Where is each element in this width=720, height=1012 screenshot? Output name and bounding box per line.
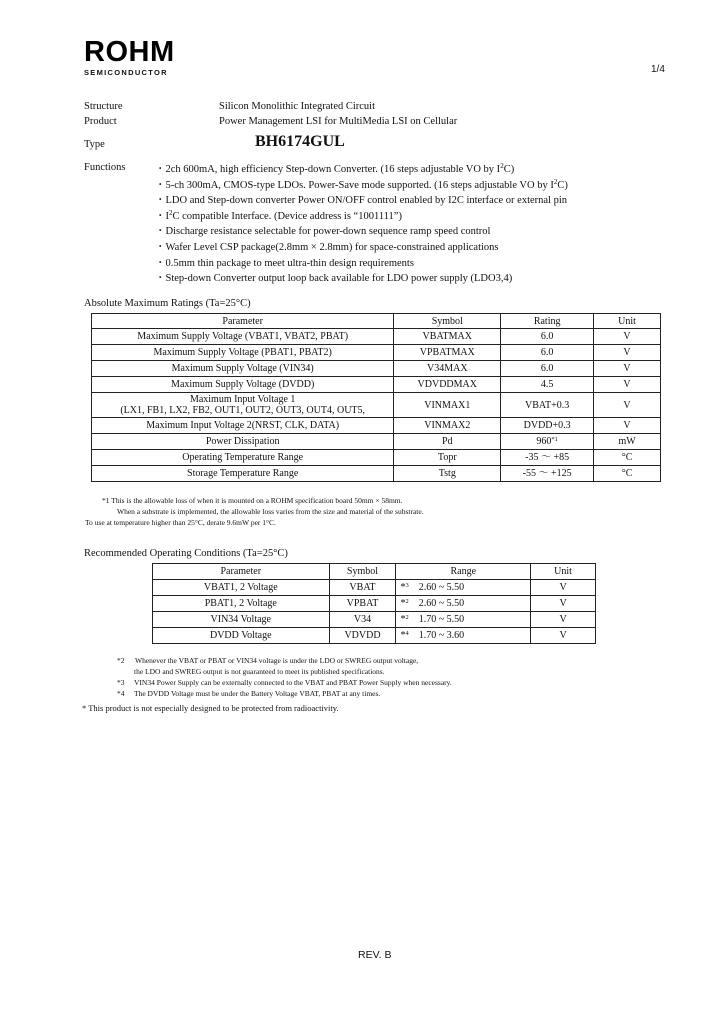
- symbol-cell: VPBAT: [329, 596, 396, 612]
- header-cell: Rating: [501, 314, 594, 329]
- symbol-cell: Topr: [394, 450, 501, 466]
- range-footnote: 3: [405, 582, 409, 589]
- footnote-line: When a substrate is implemented, the allowable loss varies from the size and material of the substrate.: [117, 507, 424, 516]
- footnote-mark: *3: [117, 678, 125, 687]
- parameter-cell: [92, 377, 394, 393]
- table-row: [92, 418, 661, 434]
- parameter-cell: [92, 345, 394, 361]
- footnote-line: VIN34 Power Supply can be externally connected to the VBAT and PBAT Power Supply when necessary.: [134, 678, 452, 687]
- function-text-end: C compatible Interface. (Device address is “1001111”): [172, 210, 402, 222]
- rating-value: 6.0: [540, 347, 554, 358]
- range-cell: [396, 612, 531, 628]
- symbol-cell: Pd: [394, 434, 501, 450]
- function-text: ・2ch 600mA, high efficiency Step-down Converter. (16 steps adjustable VO by I: [155, 164, 501, 175]
- footnote-line: *1 This is the allowable loss of when it is mounted on a ROHM specification board 50mm × 58mm.: [102, 496, 403, 505]
- parameter-cell: VBAT1, 2 Voltage: [153, 580, 330, 596]
- table-row: [153, 596, 596, 612]
- header-cell: Range: [396, 564, 531, 580]
- function-item: [155, 161, 514, 176]
- type-value: BH6174GUL: [255, 133, 345, 150]
- parameter-cell: [92, 418, 394, 434]
- rating-value: VBAT+0.3: [525, 399, 570, 411]
- table-row: [92, 393, 661, 418]
- unit-cell: V: [531, 596, 596, 612]
- unit-cell: °C: [594, 466, 661, 482]
- function-text: ・Wafer Level CSP package(2.8mm × 2.8mm) for space-constrained applications: [155, 242, 499, 253]
- function-item: [155, 223, 490, 238]
- footnote-line: The DVDD Voltage must be under the Battery Voltage VBAT, PBAT at any times.: [134, 689, 381, 698]
- range-value: 2.60 ~ 5.50: [418, 582, 465, 593]
- function-item: [155, 239, 499, 254]
- rating-cell: [501, 450, 594, 466]
- unit-cell: mW: [594, 434, 661, 450]
- logo-subtitle: SEMICONDUCTOR: [84, 68, 168, 77]
- table-row: [92, 450, 661, 466]
- rating-value: DVDD+0.3: [523, 420, 571, 431]
- range-cell: [396, 628, 531, 644]
- rating-value: 6.0: [540, 331, 554, 342]
- symbol-cell: VINMAX1: [394, 393, 501, 418]
- table-row: [92, 434, 661, 450]
- range-footnote: 4: [405, 630, 409, 637]
- function-item: [155, 192, 567, 207]
- range-footnote: 2: [405, 614, 409, 621]
- parameter-text: Storage Temperature Range: [187, 468, 299, 479]
- function-text-end: C): [557, 179, 568, 191]
- rating-footnote: *1: [551, 436, 558, 443]
- function-text: ・Discharge resistance selectable for power-down sequence ramp speed control: [155, 226, 491, 238]
- table-row: [153, 628, 596, 644]
- unit-cell: V: [531, 580, 596, 596]
- unit-cell: V: [594, 377, 661, 393]
- unit-cell: V: [594, 361, 661, 377]
- parameter-cell: [92, 329, 394, 345]
- unit-cell: V: [594, 345, 661, 361]
- parameter-cell: [92, 393, 394, 418]
- unit-cell: °C: [594, 450, 661, 466]
- range-cell: [396, 580, 531, 596]
- table-row: [153, 580, 596, 596]
- range-value: 2.60 ~ 5.50: [418, 598, 465, 609]
- parameter-text: Maximum Supply Voltage (DVDD): [171, 379, 315, 390]
- function-superscript: 2: [169, 208, 173, 217]
- parameter-cell: [92, 466, 394, 482]
- rating-cell: [501, 329, 594, 345]
- header-cell: Parameter: [153, 564, 330, 580]
- symbol-cell: V34: [329, 612, 396, 628]
- parameter-cell: PBAT1, 2 Voltage: [153, 596, 330, 612]
- rating-cell: [501, 377, 594, 393]
- rating-cell: [501, 361, 594, 377]
- rohm-logo: [84, 38, 175, 77]
- rating-value: 4.5: [540, 379, 554, 390]
- unit-cell: V: [594, 329, 661, 345]
- functions-label: Functions: [84, 162, 126, 173]
- footnote-mark: *2: [117, 656, 125, 665]
- table-row: [92, 329, 661, 345]
- symbol-cell: Tstg: [394, 466, 501, 482]
- symbol-cell: VBAT: [329, 580, 396, 596]
- footnote-line: the LDO and SWREG output is not guaranteed to meet its published specifications.: [134, 667, 385, 676]
- range-footnote-star: *: [400, 598, 406, 609]
- header-cell: Unit: [531, 564, 596, 580]
- structure-label: Structure: [84, 101, 123, 112]
- page-number: 1/4: [651, 64, 665, 75]
- parameter-text: Power Dissipation: [205, 436, 280, 447]
- rating-value: 6.0: [540, 363, 554, 374]
- function-text-end: C): [503, 164, 515, 175]
- symbol-cell: VDVDDMAX: [394, 377, 501, 393]
- function-text: ・I: [155, 210, 169, 222]
- footnote-mark: *4: [117, 689, 125, 698]
- symbol-cell: VINMAX2: [394, 418, 501, 434]
- rating-cell: [501, 393, 594, 418]
- revision: REV. B: [358, 949, 392, 961]
- function-text: ・5-ch 300mA, CMOS-type LDOs. Power-Save mode supported. (16 steps adjustable VO by I: [155, 179, 554, 191]
- function-item: [155, 270, 512, 285]
- unit-cell: V: [594, 393, 661, 418]
- table-header-row: [153, 564, 596, 580]
- function-text: ・0.5mm thin package to meet ultra-thin design requirements: [155, 257, 414, 269]
- range-footnote-star: *: [400, 614, 406, 625]
- footnote-line: To use at temperature higher than 25°C, derate 9.6mW per 1°C.: [85, 518, 276, 527]
- rating-cell: [501, 418, 594, 434]
- table-row: [153, 612, 596, 628]
- abs-max-table: [91, 313, 661, 482]
- range-value: 1.70 ~ 3.60: [418, 630, 465, 641]
- parameter-cell: [92, 450, 394, 466]
- range-footnote-star: *: [400, 630, 406, 641]
- rating-value: -35 ～ +85: [525, 452, 570, 463]
- rating-cell: [501, 345, 594, 361]
- logo-text: ROHM: [84, 36, 175, 68]
- symbol-cell: VDVDD: [329, 628, 396, 644]
- parameter-cell: VIN34 Voltage: [153, 612, 330, 628]
- parameter-cell: [92, 361, 394, 377]
- symbol-cell: VPBATMAX: [394, 345, 501, 361]
- product-label: Product: [84, 116, 117, 127]
- table-row: [92, 466, 661, 482]
- parameter-text: Maximum Input Voltage 1: [189, 394, 296, 405]
- parameter-text-line2: (LX1, FB1, LX2, FB2, OUT1, OUT2, OUT3, OUT4, OUT5,: [120, 405, 366, 416]
- header-cell: Symbol: [329, 564, 396, 580]
- parameter-cell: DVDD Voltage: [153, 628, 330, 644]
- range-cell: [396, 596, 531, 612]
- symbol-cell: V34MAX: [394, 361, 501, 377]
- table-row: [92, 361, 661, 377]
- range-footnote-star: *: [400, 582, 406, 593]
- radioactivity-note: * This product is not especially designed to be protected from radioactivity.: [82, 703, 339, 713]
- parameter-text: Maximum Supply Voltage (VBAT1, VBAT2, PBAT): [137, 331, 349, 342]
- table-row: [92, 345, 661, 361]
- rec-op-table: [152, 563, 596, 644]
- table-row: [92, 377, 661, 393]
- rating-cell: [501, 434, 594, 450]
- product-value: Power Management LSI for MultiMedia LSI on Cellular: [219, 116, 458, 127]
- rating-value: -55 ～ +125: [522, 468, 572, 479]
- rating-cell: [501, 466, 594, 482]
- range-footnote: 2: [405, 598, 409, 605]
- function-item: [155, 255, 414, 270]
- footnote-line: Whenever the VBAT or PBAT or VIN34 voltage is under the LDO or SWREG output voltage,: [135, 656, 419, 665]
- function-superscript: 2: [553, 177, 558, 186]
- structure-value: Silicon Monolithic Integrated Circuit: [219, 101, 376, 112]
- header-cell: Symbol: [394, 314, 501, 329]
- function-text: ・LDO and Step-down converter Power ON/OFF control enabled by I2C interface or external pin: [155, 195, 568, 207]
- function-superscript: 2: [500, 162, 504, 170]
- function-text: ・Step-down Converter output loop back available for LDO power supply (LDO3,4): [155, 273, 513, 285]
- function-item: [155, 177, 568, 192]
- unit-cell: V: [531, 628, 596, 644]
- table-header-row: [92, 314, 661, 329]
- rec-op-title: Recommended Operating Conditions (Ta=25°C): [84, 548, 288, 559]
- parameter-text: Operating Temperature Range: [182, 452, 304, 463]
- parameter-text: Maximum Input Voltage 2(NRST, CLK, DATA): [146, 420, 340, 431]
- symbol-cell: VBATMAX: [394, 329, 501, 345]
- parameter-text: Maximum Supply Voltage (PBAT1, PBAT2): [153, 347, 332, 358]
- unit-cell: V: [531, 612, 596, 628]
- abs-max-title: Absolute Maximum Ratings (Ta=25°C): [84, 298, 251, 309]
- header-cell: Unit: [594, 314, 661, 329]
- unit-cell: V: [594, 418, 661, 434]
- parameter-text: Maximum Supply Voltage (VIN34): [171, 363, 314, 374]
- type-label: Type: [84, 139, 105, 150]
- header-cell: Parameter: [92, 314, 394, 329]
- parameter-cell: [92, 434, 394, 450]
- range-value: 1.70 ~ 5.50: [418, 614, 465, 625]
- function-item: [155, 208, 402, 223]
- rating-value: 960: [536, 436, 552, 447]
